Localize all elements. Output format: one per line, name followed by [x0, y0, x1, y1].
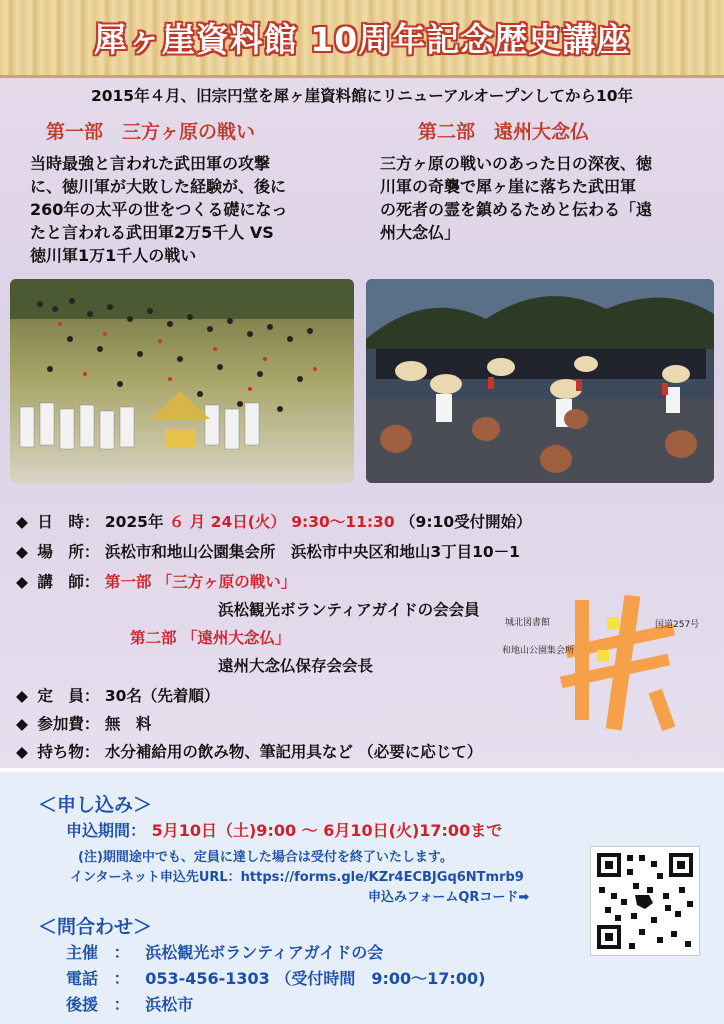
fee-row: [16, 712, 151, 734]
qr-label: 申込みフォームQRコード➡: [368, 890, 530, 905]
bullet-icon: ◆: [16, 543, 28, 561]
apply-period-label: 申込期間：: [66, 821, 147, 840]
part1-line: 徳川軍1万1千人の戦い: [30, 246, 197, 265]
part1-line: 当時最強と言われた武田軍の攻撃: [30, 154, 271, 173]
bring-label: 持ち物：: [37, 743, 100, 761]
place-value: 浜松市和地山公園集会所 浜松市中央区和地山3丁目10－1: [104, 543, 520, 561]
bullet-icon: ◆: [16, 573, 28, 591]
part1-heading: 第一部 三方ヶ原の戦い: [46, 121, 256, 143]
date-row: [16, 510, 532, 532]
part1-line: 260年の太平の世をつくる礎になっ: [30, 200, 288, 219]
capacity-value: 30名（先着順）: [104, 687, 220, 705]
separator: ：: [113, 995, 130, 1014]
support-value: 浜松市: [145, 995, 194, 1014]
part2-heading: 第二部 遠州大念仏: [418, 121, 590, 143]
host-label: 主催: [66, 943, 99, 962]
hall-marker: [597, 650, 609, 662]
tel-row: [66, 966, 485, 989]
part1-line: に、徳川軍が大敗した経験が、後に: [30, 177, 287, 196]
bring-value: 水分補給用の飲み物、筆記用具など （必要に応じて）: [104, 743, 483, 761]
capacity-label: 定 員：: [37, 687, 100, 705]
host-row: [66, 940, 383, 963]
qr-code-icon: [591, 847, 699, 955]
lecturer-part2-title: 第二部 「遠州大念仏」: [130, 629, 291, 647]
bullet-icon: ◆: [16, 715, 28, 733]
part2-description: [380, 152, 652, 244]
library-marker: [607, 617, 619, 629]
part2-line: の死者の霊を鎮めるためと伝わる「遠: [380, 200, 653, 219]
subtitle: 2015年４月、旧宗円堂を犀ヶ崖資料館にリニューアルオープンしてから10年: [90, 87, 634, 105]
page-title: 犀ヶ崖資料館 10周年記念歴史講座: [93, 20, 631, 59]
qr-code[interactable]: [590, 846, 700, 956]
fee-label: 参加費：: [37, 715, 100, 733]
apply-heading: ＜申し込み＞: [38, 794, 153, 816]
date-label: 日 時：: [37, 513, 100, 531]
bullet-icon: ◆: [16, 687, 28, 705]
bullet-icon: ◆: [16, 743, 28, 761]
battle-diorama-photo: [10, 279, 354, 483]
date-year: 2025年: [104, 513, 164, 531]
place-label: 場 所：: [37, 543, 100, 561]
lecturer-part1-title: 第一部 「三方ヶ原の戦い」: [104, 573, 297, 591]
hall-label: 和地山公園集会所: [502, 646, 575, 656]
reception-note: （9:10受付開始）: [400, 513, 532, 531]
part1-line: たと言われる武田軍2万5千人 VS: [30, 223, 274, 242]
support-row: [66, 992, 193, 1015]
separator: ：: [113, 943, 130, 962]
capacity-note: (注)期間途中でも、定員に達した場合は受付を終了いたします。: [78, 850, 453, 865]
bullet-icon: ◆: [16, 513, 28, 531]
capacity-row: [16, 684, 219, 706]
lecturer-row: [16, 570, 296, 592]
route-label: 国道257号: [655, 620, 700, 630]
part2-line: 三方ヶ原の戦いのあった日の深夜、徳: [380, 154, 652, 173]
support-label: 後援: [66, 995, 99, 1014]
contact-heading: ＜問合わせ＞: [38, 916, 153, 938]
date-value: ６ 月 24日(火）: [168, 513, 286, 531]
lecturer-part1-name: 浜松観光ボランティアガイドの会会員: [218, 601, 480, 619]
separator: ：: [113, 969, 130, 988]
location-map: [502, 595, 715, 735]
lecturer-label: 講 師：: [37, 573, 100, 591]
part2-line: 州大念仏」: [380, 223, 461, 242]
time-value: 9:30～11:30: [291, 513, 395, 531]
host-value: 浜松観光ボランティアガイドの会: [145, 943, 384, 962]
lecturer-part2-name: 遠州大念仏保存会会長: [218, 657, 374, 675]
dance-festival-photo: [366, 279, 714, 483]
title-banner: [0, 0, 724, 78]
bring-row: [16, 740, 482, 762]
apply-period-value: 5月10日（土)9:00 ～ 6月10日(火)17:00まで: [151, 821, 503, 840]
place-row: [16, 540, 520, 562]
library-label: 城北図書館: [505, 618, 551, 628]
part2-line: 川軍の奇襲で犀ヶ崖に落ちた武田軍: [380, 177, 637, 196]
fee-value: 無 料: [104, 715, 152, 733]
tel-label: 電話: [66, 969, 99, 988]
part1-description: [30, 152, 287, 267]
tel-value[interactable]: 053-456-1303 （受付時間 9:00～17:00): [145, 969, 486, 988]
apply-period: [66, 818, 502, 841]
apply-url[interactable]: インターネット申込先URL：https://forms.gle/KZr4ECBJGq6NTmrb9: [70, 870, 524, 885]
